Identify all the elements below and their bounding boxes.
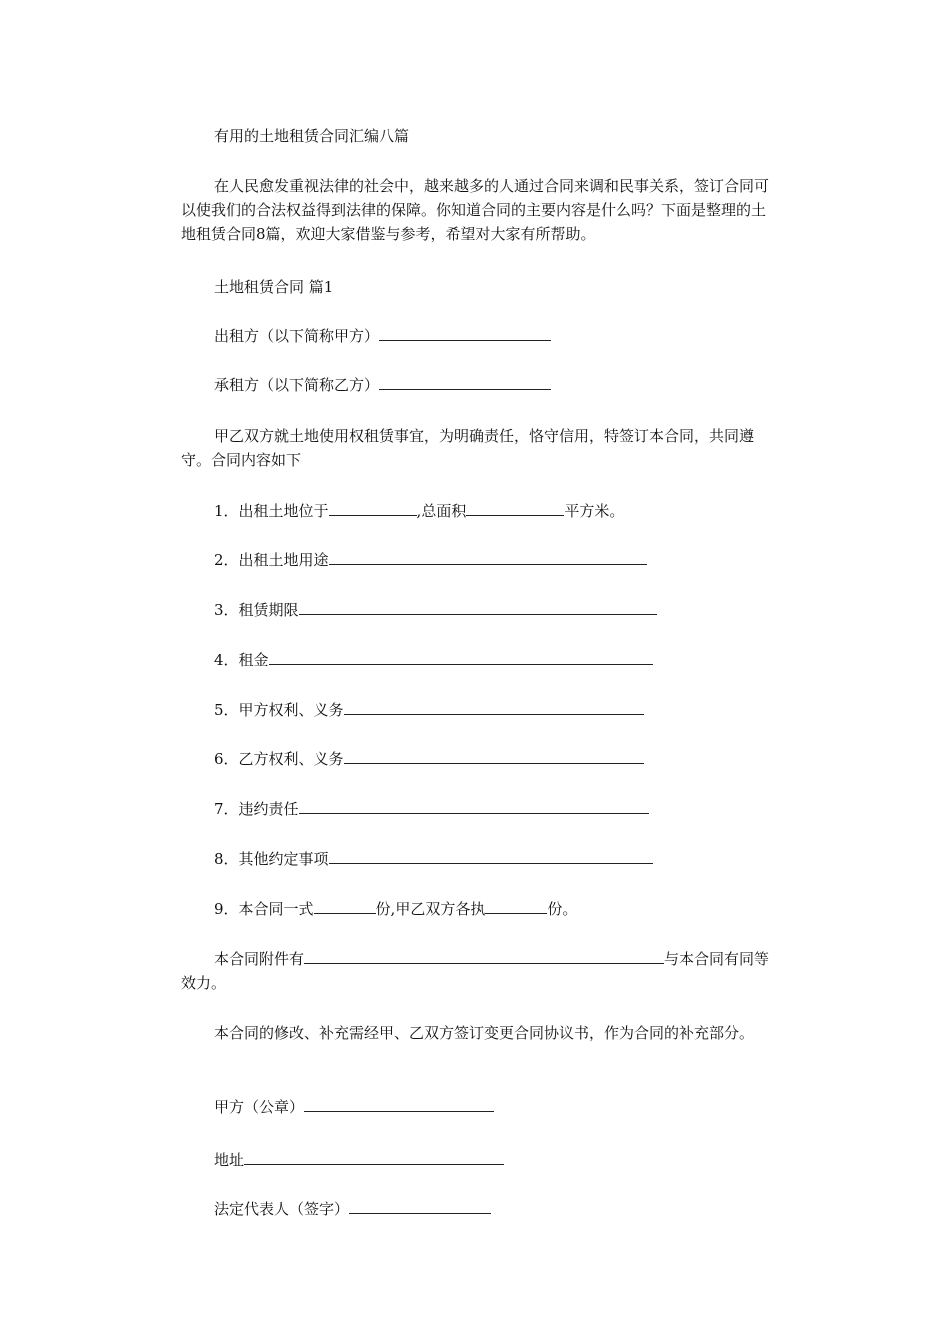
preamble-paragraph: 甲乙双方就土地使用权租赁事宜，为明确责任，恪守信用，特签订本合同，共同遵守。合同内容如下 — [181, 427, 755, 469]
lessor-blank[interactable] — [379, 324, 551, 341]
copies-each-blank[interactable] — [485, 897, 547, 914]
location-blank[interactable] — [329, 499, 417, 516]
copies-total-blank[interactable] — [314, 897, 376, 914]
party-a-rights-blank[interactable] — [344, 698, 644, 715]
clause-5: 5．甲方权利、义务 — [181, 698, 814, 722]
clause-7: 7．违约责任 — [181, 797, 814, 821]
lessee-blank[interactable] — [379, 373, 551, 390]
amendment-paragraph: 本合同的修改、补充需经甲、乙双方签订变更合同协议书，作为合同的补充部分。 — [214, 1024, 755, 1042]
legal-rep-line: 法定代表人（签字） — [181, 1197, 814, 1221]
clause-3: 3．租赁期限 — [181, 598, 814, 622]
section-title: 土地租赁合同 篇1 — [214, 278, 334, 296]
clause-2: 2．出租土地用途 — [181, 548, 814, 572]
lessor-line: 出租方（以下简称甲方） — [181, 324, 814, 348]
clause-4: 4．租金 — [181, 648, 814, 672]
party-b-rights-blank[interactable] — [344, 747, 644, 764]
party-a-seal-blank[interactable] — [304, 1095, 494, 1112]
clause-1: 1．出租土地位于 ,总面积 平方米。 — [181, 499, 814, 523]
clause-9: 9．本合同一式 份,甲乙双方各执 份。 — [181, 897, 814, 921]
legal-rep-blank[interactable] — [349, 1197, 491, 1214]
address-blank[interactable] — [244, 1148, 504, 1165]
party-a-seal-line: 甲方（公章） — [181, 1095, 814, 1119]
term-blank[interactable] — [299, 598, 657, 615]
clause-6: 6．乙方权利、义务 — [181, 747, 814, 771]
clause-8: 8．其他约定事项 — [181, 847, 814, 871]
attachment-line: 本合同附件有 与本合同有同等效力。 — [181, 947, 771, 995]
address-line: 地址 — [181, 1148, 814, 1172]
document-title: 有用的土地租赁合同汇编八篇 — [214, 127, 410, 145]
rent-blank[interactable] — [269, 648, 653, 665]
area-blank[interactable] — [466, 499, 564, 516]
liability-blank[interactable] — [299, 797, 649, 814]
lessee-line: 承租方（以下简称乙方） — [181, 373, 814, 397]
intro-paragraph: 在人民愈发重视法律的社会中，越来越多的人通过合同来调和民事关系，签订合同可以使我们的合法权益得到法律的保障。你知道合同的主要内容是什么吗？下面是整理的土地租赁合同8篇，欢迎大家借鉴与参考，希望对大家有所帮助。 — [181, 177, 770, 243]
attachment-blank[interactable] — [304, 947, 664, 964]
other-terms-blank[interactable] — [329, 847, 653, 864]
usage-blank[interactable] — [329, 548, 647, 565]
